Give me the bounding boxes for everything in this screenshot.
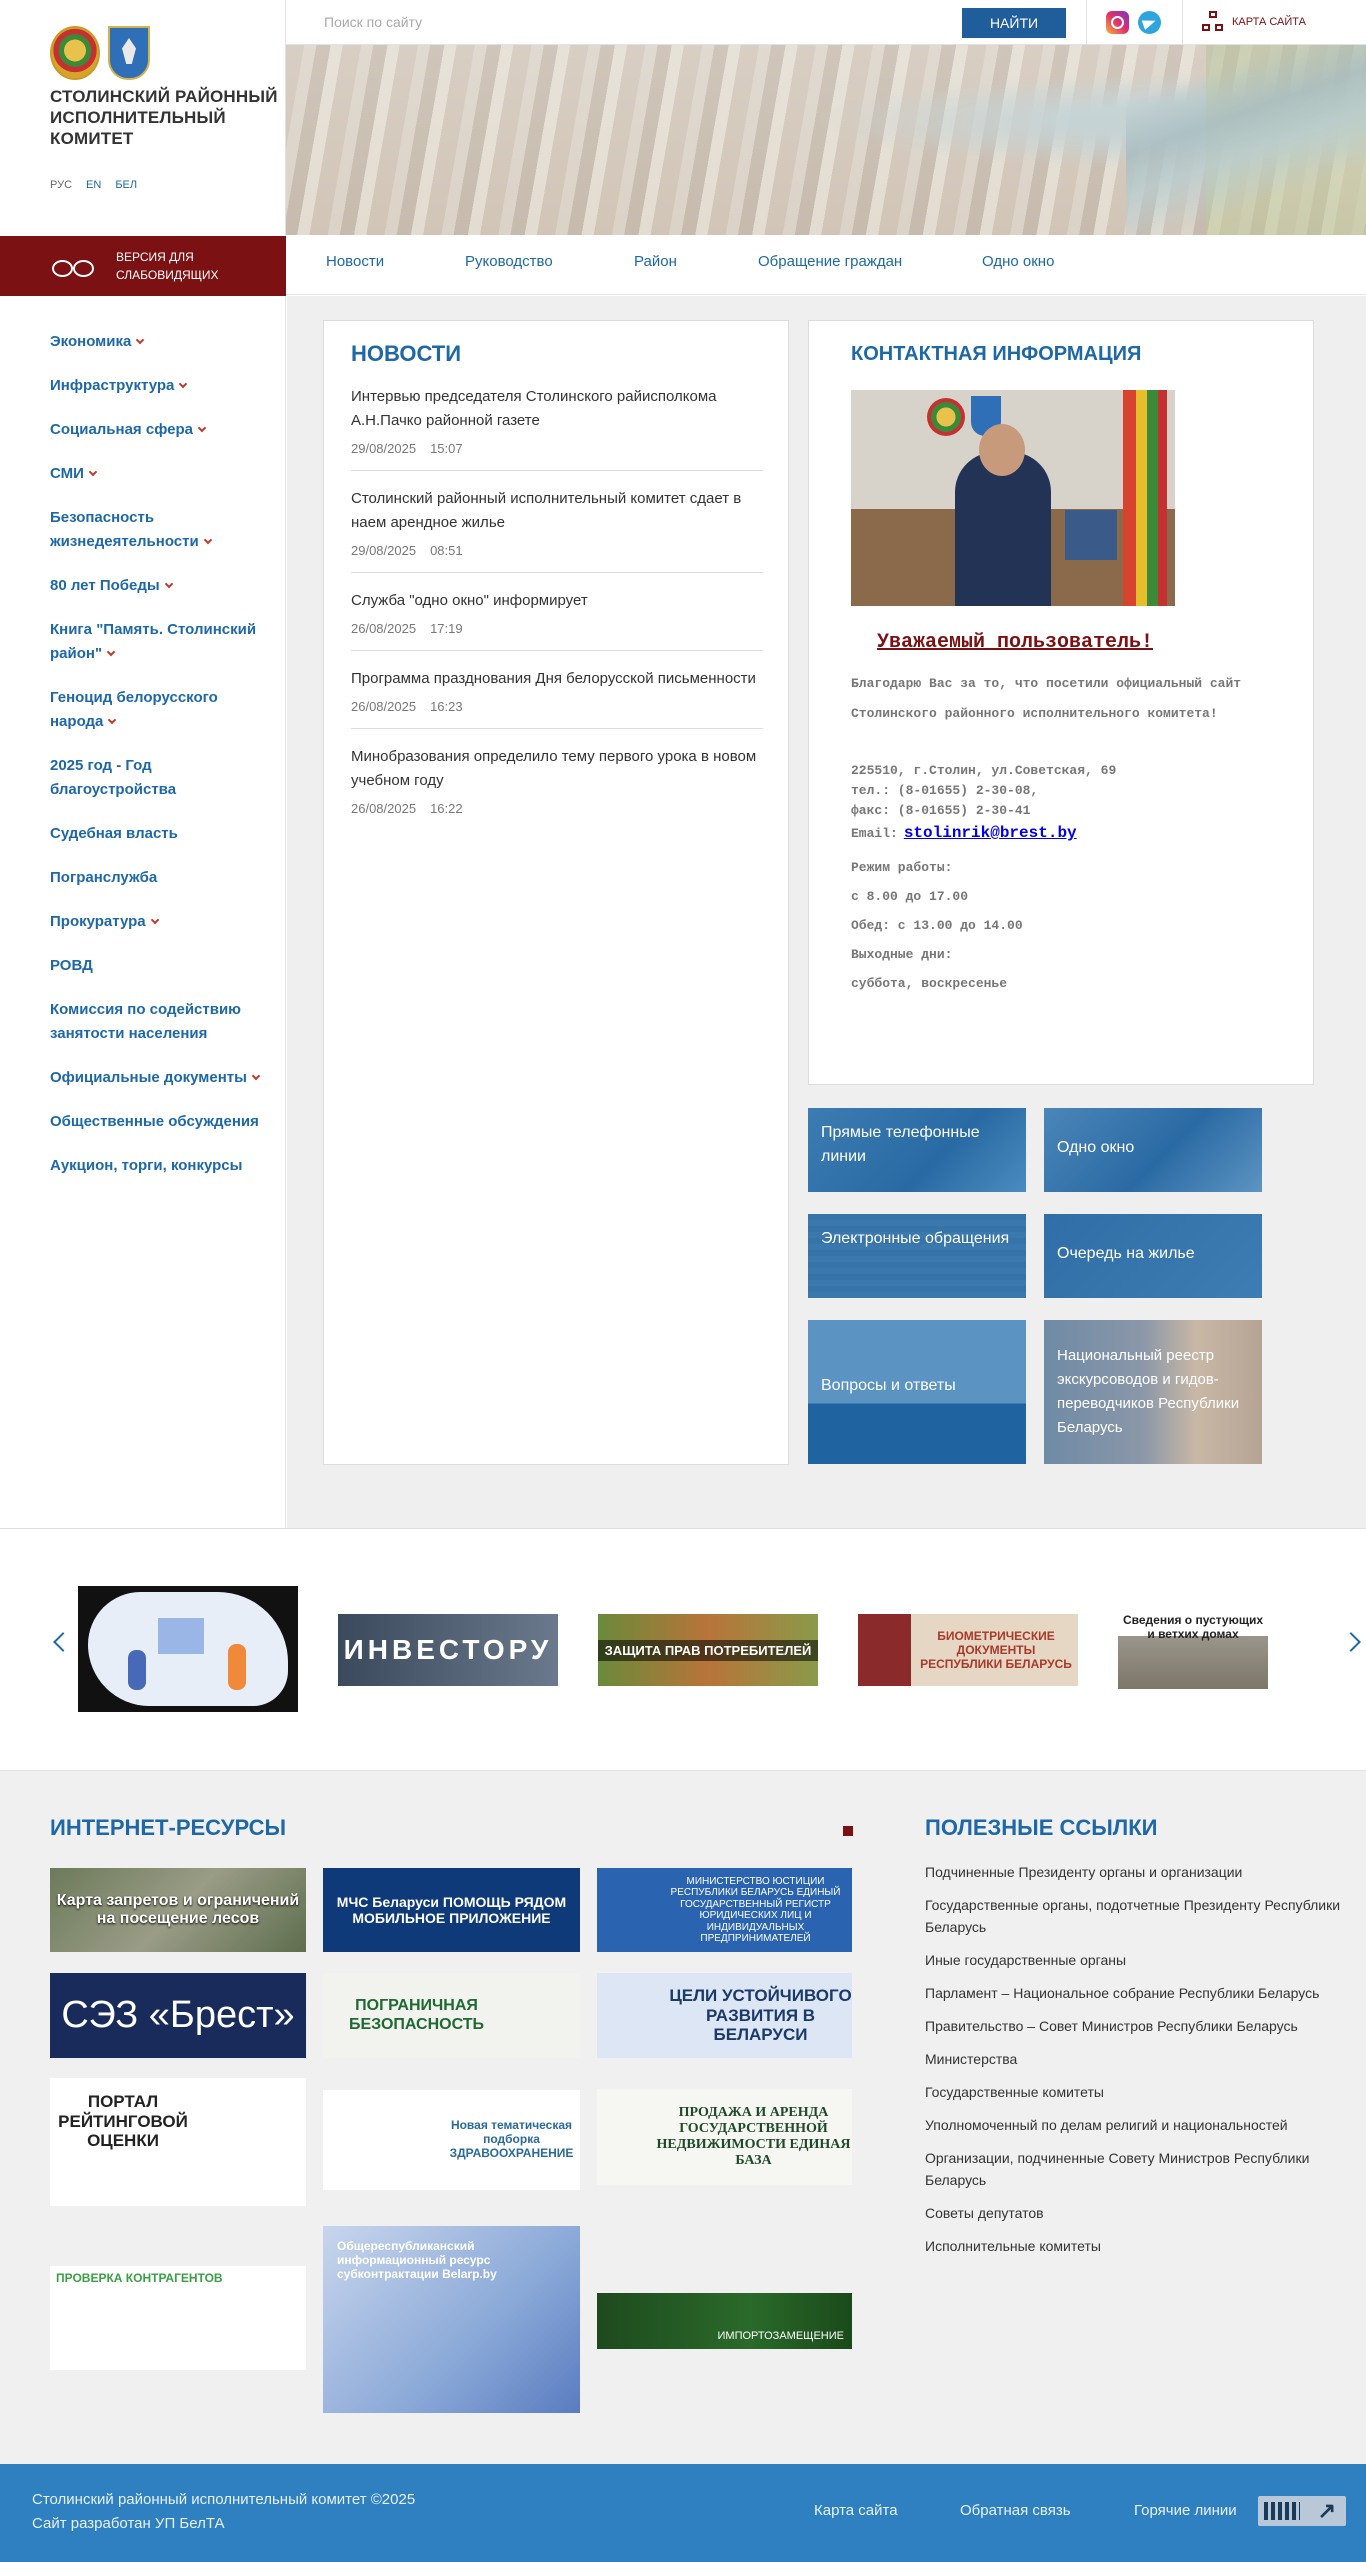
nav-leadership[interactable]: Руководство — [465, 253, 553, 270]
news-item[interactable] — [351, 487, 763, 573]
resource-border-security[interactable]: ПОГРАНИЧНАЯ БЕЗОПАСНОСТЬ — [323, 1973, 580, 2058]
telegram-icon[interactable] — [1138, 11, 1161, 34]
resource-belarp[interactable]: Общереспубликанский информационный ресурс субконтрактации Belarp.by — [323, 2226, 580, 2413]
fax: факс: (8-01655) 2-30-41 — [851, 803, 1031, 818]
chairman-photo — [851, 390, 1175, 606]
news-title[interactable]: НОВОСТИ — [351, 341, 462, 366]
weekend-label: Выходные дни: — [851, 947, 953, 962]
email-label: Email: — [851, 826, 898, 841]
useful-link[interactable]: Уполномоченный по делам религий и национальностей — [925, 2117, 1288, 2133]
belarus-emblem-icon[interactable] — [50, 26, 100, 80]
phone: тел.: (8-01655) 2-30-08, — [851, 783, 1039, 798]
news-item-date: 26/08/2025 — [351, 801, 417, 816]
side-menu-item-label: Официальные документы — [50, 1069, 247, 1086]
carousel-caption: ЗАЩИТА ПРАВ ПОТРЕБИТЕЛЕЙ — [598, 1640, 818, 1661]
tile-one-window[interactable] — [1044, 1108, 1262, 1192]
chevron-down-icon[interactable] — [150, 916, 158, 924]
greeting: Уважаемый пользователь! — [877, 631, 1154, 654]
tile-faq-label: Вопросы и ответы — [821, 1377, 956, 1394]
side-menu-item-label: СМИ — [50, 465, 84, 482]
footer — [0, 2464, 1366, 2562]
news-item-date: 26/08/2025 — [351, 621, 417, 636]
resource-import-substitution[interactable]: ИМПОРТОЗАМЕЩЕНИЕ — [597, 2293, 852, 2349]
address: 225510, г.Столин, ул.Советская, 69 — [851, 763, 1117, 778]
news-list — [351, 385, 763, 846]
lunch: Обед: с 13.00 до 14.00 — [851, 918, 1023, 933]
side-menu-item-label: Безопасность жизнедеятельности — [50, 509, 199, 550]
side-menu-item[interactable] — [50, 374, 270, 398]
footer-feedback-link[interactable]: Обратная связь — [960, 2502, 1071, 2519]
footer-sitemap-link[interactable]: Карта сайта — [814, 2502, 898, 2519]
side-menu-item-label: Социальная сфера — [50, 421, 193, 438]
useful-link[interactable]: Министерства — [925, 2051, 1018, 2067]
glasses-icon — [50, 256, 96, 276]
org-title[interactable]: СТОЛИНСКИЙ РАЙОННЫЙ ИСПОЛНИТЕЛЬНЫЙ КОМИТЕТ — [50, 87, 278, 148]
side-menu-item[interactable] — [50, 822, 270, 846]
search-input[interactable] — [324, 10, 624, 34]
tile-faq[interactable] — [808, 1320, 1026, 1464]
news-item-title[interactable]: Минобразования определило тему первого урока в новом учебном году — [351, 748, 757, 789]
instagram-icon[interactable] — [1106, 11, 1129, 34]
tile-one-window-label: Одно окно — [1057, 1139, 1135, 1156]
useful-link[interactable]: Иные государственные органы — [925, 1952, 1127, 1968]
illustration-person — [228, 1644, 246, 1690]
resource-contractor-check[interactable]: ПРОВЕРКА КОНТРАГЕНТОВ — [50, 2266, 306, 2370]
news-item-meta — [351, 801, 763, 816]
chevron-down-icon[interactable] — [203, 536, 211, 544]
news-item-title[interactable]: Столинский районный исполнительный комитет сдает в наем арендное жилье — [351, 490, 742, 531]
chevron-down-icon[interactable] — [252, 1072, 260, 1080]
side-menu-item[interactable] — [50, 866, 270, 890]
useful-link[interactable]: Правительство – Совет Министров Республики Беларусь — [925, 2018, 1298, 2034]
tile-housing-queue[interactable] — [1044, 1214, 1262, 1298]
news-item[interactable] — [351, 589, 763, 651]
useful-link[interactable]: Парламент – Национальное собрание Республики Беларусь — [925, 1985, 1320, 2001]
side-menu-item-label: Аукцион, торги, конкурсы — [50, 1157, 243, 1174]
low-vision-label: ВЕРСИЯ ДЛЯ СЛАБОВИДЯЩИХ — [116, 250, 219, 282]
nav-news[interactable]: Новости — [326, 253, 385, 270]
useful-link[interactable]: Исполнительные комитеты — [925, 2238, 1101, 2254]
carousel-caption: БИОМЕТРИЧЕСКИЕ ДОКУМЕНТЫ РЕСПУБЛИКИ БЕЛАРУСЬ — [920, 1629, 1072, 1671]
carousel-item[interactable] — [1118, 1609, 1268, 1689]
top-bar — [286, 0, 1366, 45]
news-item-time: 15:07 — [430, 441, 463, 456]
lang-be[interactable]: БЕЛ — [115, 179, 138, 191]
divider — [1086, 0, 1087, 45]
news-item-title[interactable]: Интервью председателя Столинского райисполкома А.Н.Пачко районной газете — [351, 388, 717, 429]
side-menu-item[interactable] — [50, 1066, 270, 1090]
tile-guides-registry-label: Национальный реестр экскурсоводов и гидов-переводчиков Республики Беларусь — [1057, 1347, 1240, 1436]
news-item-meta — [351, 699, 763, 714]
photo-shelf — [1065, 510, 1117, 560]
resource-mchs-app[interactable]: МЧС Беларуси ПОМОЩЬ РЯДОМ МОБИЛЬНОЕ ПРИЛОЖЕНИЕ — [323, 1868, 580, 1952]
side-menu-item[interactable] — [50, 574, 270, 598]
news-item-meta — [351, 621, 763, 636]
contact-title: КОНТАКТНАЯ ИНФОРМАЦИЯ — [851, 343, 1142, 365]
internet-resources-section — [0, 1770, 1366, 2464]
news-item-date: 29/08/2025 — [351, 543, 417, 558]
news-item-time: 16:23 — [430, 699, 463, 714]
carousel-caption: ИНВЕСТОРУ — [343, 1634, 553, 1665]
footer-hotlines-link[interactable]: Горячие линии — [1134, 2502, 1237, 2519]
side-menu-item-label: Погранслужба — [50, 869, 158, 886]
side-menu-item-label: Книга "Память. Столинский район" — [50, 621, 257, 662]
chevron-down-icon[interactable] — [179, 380, 187, 388]
working-hours — [851, 853, 1023, 998]
weekend: суббота, воскресенье — [851, 976, 1008, 991]
carousel-caption: Сведения о пустующих и ветхих домах — [1122, 1613, 1264, 1641]
side-menu-item[interactable] — [50, 418, 270, 442]
side-menu — [50, 330, 270, 1198]
sitemap-link[interactable] — [1202, 11, 1306, 33]
news-item-time: 16:22 — [430, 801, 463, 816]
photo-emblem — [927, 398, 965, 436]
side-menu-item-label: 80 лет Победы — [50, 577, 160, 594]
side-menu-item-label: Прокуратура — [50, 913, 146, 930]
emblems — [50, 26, 150, 80]
email-row — [851, 824, 1077, 842]
useful-link[interactable]: Организации, подчиненные Совету Министров Республики Беларусь — [925, 2150, 1310, 2188]
low-vision-button[interactable] — [0, 236, 286, 296]
hours-label: Режим работы: — [851, 860, 953, 875]
side-menu-item-label: РОВД — [50, 957, 93, 974]
photo-flags — [1123, 390, 1167, 606]
useful-link[interactable]: Государственные комитеты — [925, 2084, 1104, 2100]
footer-developer[interactable]: Сайт разработан УП БелТА — [32, 2515, 225, 2532]
news-item-time: 17:19 — [430, 621, 463, 636]
nav-district[interactable]: Район — [634, 253, 677, 270]
side-menu-item-label: Комиссия по содействию занятости населения — [50, 1001, 241, 1042]
footer-copyright: Столинский районный исполнительный комитет ©2025 — [32, 2491, 416, 2508]
tile-e-appeals[interactable] — [808, 1214, 1026, 1298]
resource-justice-register[interactable]: МИНИСТЕРСТВО ЮСТИЦИИ РЕСПУБЛИКИ БЕЛАРУСЬ ЕДИНЫЙ ГОСУДАРСТВЕННЫЙ РЕГИСТР ЮРИДИЧЕСКИХ ЛИЦ И ИНДИВИДУАЛЬНЫХ ПРЕДПРИНИМАТЕЛЕЙ — [597, 1868, 852, 1952]
side-menu-item[interactable] — [50, 330, 270, 354]
chevron-down-icon[interactable] — [89, 468, 97, 476]
hero-river — [1126, 45, 1366, 235]
carousel-item[interactable] — [858, 1614, 1078, 1686]
side-menu-item[interactable] — [50, 686, 270, 734]
carousel-item[interactable] — [78, 1586, 298, 1712]
stolin-coat-of-arms-icon[interactable] — [108, 26, 150, 80]
carousel-next-icon[interactable] — [1341, 1632, 1361, 1652]
carousel-people-illustration — [88, 1592, 288, 1706]
side-menu-item-label: Общественные обсуждения — [50, 1113, 259, 1130]
belta-logo-icon[interactable] — [1258, 2496, 1346, 2526]
tile-guides-registry[interactable] — [1044, 1320, 1262, 1464]
useful-link[interactable]: Советы депутатов — [925, 2205, 1044, 2221]
chevron-down-icon[interactable] — [164, 580, 172, 588]
resource-forest-restrictions[interactable]: Карта запретов и ограничений на посещение лесов — [50, 1868, 306, 1952]
side-menu-item[interactable] — [50, 998, 270, 1046]
lang-ru[interactable]: РУС — [50, 179, 73, 191]
banner-carousel — [0, 1528, 1366, 1770]
useful-links-title: ПОЛЕЗНЫЕ ССЫЛКИ — [925, 1815, 1158, 1840]
email-link[interactable]: stolinrik@brest.by — [903, 824, 1077, 842]
news-item-title[interactable]: Программа празднования Дня белорусской письменности — [351, 670, 756, 687]
tile-hotlines[interactable] — [808, 1108, 1026, 1192]
news-item[interactable] — [351, 667, 763, 729]
hours: с 8.00 до 17.00 — [851, 889, 969, 904]
resource-sdg-belarus[interactable]: ЦЕЛИ УСТОЙЧИВОГО РАЗВИТИЯ В БЕЛАРУСИ — [597, 1973, 852, 2058]
side-menu-item[interactable] — [50, 1110, 270, 1134]
language-switcher — [50, 179, 137, 191]
side-menu-item[interactable] — [50, 1154, 270, 1178]
divider — [1182, 0, 1183, 45]
nav-one-window[interactable]: Одно окно — [982, 253, 1055, 270]
left-column — [0, 0, 286, 1528]
news-item-time: 08:51 — [430, 543, 463, 558]
news-item-title[interactable]: Служба "одно окно" информирует — [351, 592, 588, 609]
resource-etalon-health[interactable]: Новая тематическая подборка ЗДРАВООХРАНЕНИЕ — [323, 2090, 580, 2190]
news-item-date: 26/08/2025 — [351, 699, 417, 714]
news-item[interactable] — [351, 745, 763, 830]
carousel-prev-icon[interactable] — [53, 1632, 73, 1652]
chevron-down-icon[interactable] — [198, 424, 206, 432]
tile-housing-queue-label: Очередь на жилье — [1057, 1245, 1195, 1262]
news-item[interactable] — [351, 385, 763, 471]
side-menu-item-label: Инфраструктура — [50, 377, 175, 394]
resource-state-property[interactable]: ПРОДАЖА И АРЕНДА ГОСУДАРСТВЕННОЙ НЕДВИЖИМОСТИ ЕДИНАЯ БАЗА — [597, 2089, 852, 2185]
footer-copyright-block — [32, 2488, 415, 2536]
main-nav — [286, 235, 1366, 295]
search-button[interactable]: НАЙТИ — [962, 8, 1066, 38]
sitemap-icon — [1202, 11, 1224, 33]
sitemap-label: КАРТА САЙТА — [1232, 16, 1306, 28]
side-menu-item[interactable] — [50, 910, 270, 934]
thanks-text: Благодарю Вас за то, что посетили официальный сайт Столинского районного исполнительного комитета! — [851, 676, 1242, 721]
useful-link[interactable]: Государственные органы, подотчетные Президенту Республики Беларусь — [925, 1897, 1341, 1935]
tile-e-appeals-label: Электронные обращения — [821, 1230, 1010, 1247]
hero-town-photo — [286, 45, 1366, 235]
side-menu-item-label: Судебная власть — [50, 825, 178, 842]
resource-sez-brest[interactable]: СЭЗ «Брест» — [50, 1973, 306, 2058]
side-menu-item-label: Экономика — [50, 333, 132, 350]
nav-citizen-appeals[interactable]: Обращение граждан — [758, 253, 903, 270]
side-menu-item[interactable] — [50, 754, 270, 802]
side-menu-item[interactable] — [50, 954, 270, 978]
side-menu-item-label: 2025 год - Год благоустройства — [50, 757, 177, 798]
chevron-down-icon[interactable] — [136, 336, 144, 344]
photo-head — [979, 424, 1025, 476]
contact-card — [808, 320, 1314, 1085]
side-menu-item[interactable] — [50, 618, 270, 666]
news-card — [323, 320, 789, 1465]
news-item-meta — [351, 441, 763, 456]
illustration-board — [158, 1618, 204, 1654]
chevron-down-icon[interactable] — [108, 716, 116, 724]
tile-hotlines-label: Прямые телефонные линии — [821, 1124, 980, 1165]
side-menu-item[interactable] — [50, 462, 270, 486]
resource-rating-portal[interactable]: ПОРТАЛ РЕЙТИНГОВОЙ ОЦЕНКИ — [50, 2078, 306, 2206]
news-item-date: 29/08/2025 — [351, 441, 417, 456]
news-item-meta — [351, 543, 763, 558]
side-menu-item[interactable] — [50, 506, 270, 554]
carousel-item[interactable] — [338, 1614, 558, 1686]
carousel-item[interactable] — [598, 1614, 818, 1686]
chevron-down-icon[interactable] — [107, 648, 115, 656]
red-square-icon — [843, 1826, 853, 1836]
lang-en[interactable]: EN — [86, 179, 102, 191]
useful-link[interactable]: Подчиненные Президенту органы и организации — [925, 1864, 1243, 1880]
address-block — [851, 761, 1116, 821]
illustration-person — [128, 1650, 146, 1690]
resources-title: ИНТЕРНЕТ-РЕСУРСЫ — [50, 1815, 286, 1840]
side-menu-item-label: Геноцид белорусского народа — [50, 689, 218, 730]
useful-links-list — [925, 1861, 1350, 2268]
